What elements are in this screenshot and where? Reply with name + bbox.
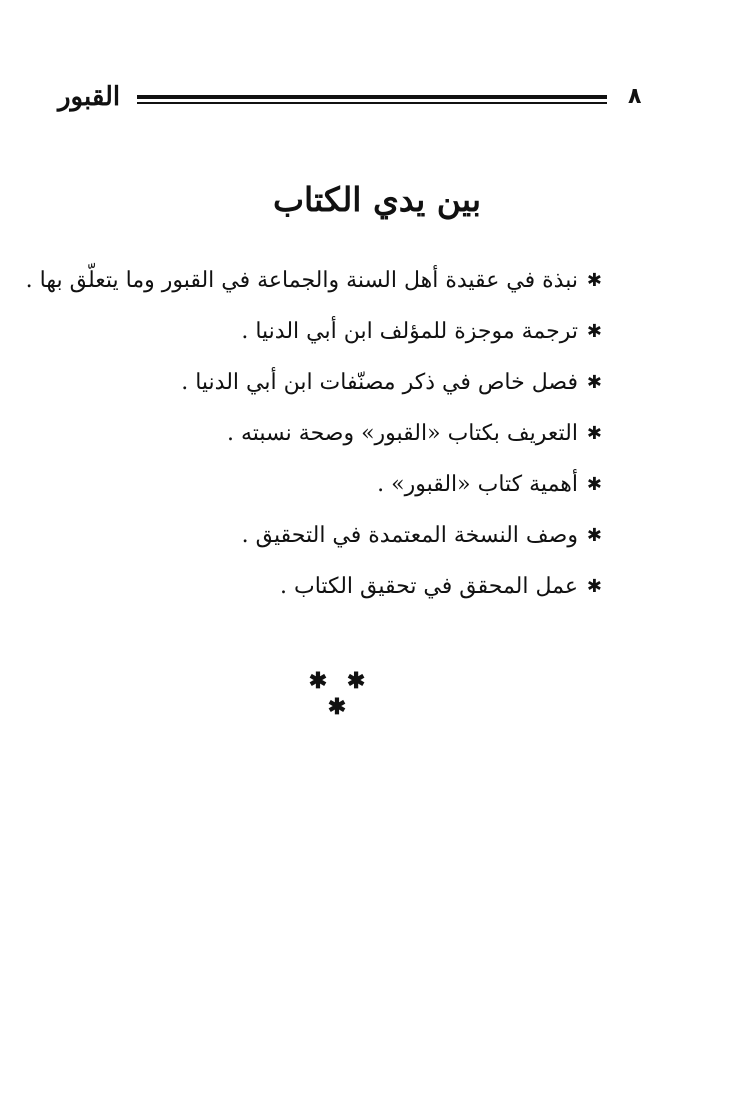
section-end-ornament: ✱ ✱ ✱ bbox=[308, 668, 372, 720]
list-item-text: وصف النسخة المعتمدة في التحقيق . bbox=[241, 522, 578, 548]
header-rule-thin bbox=[137, 102, 607, 104]
asterisk-icon: ✱ bbox=[586, 575, 602, 597]
list-item bbox=[82, 408, 602, 459]
list-item bbox=[25, 255, 602, 306]
asterisk-icon: ✱ bbox=[586, 422, 602, 444]
list-item bbox=[82, 459, 602, 510]
list-item-text: أهمية كتاب «القبور» . bbox=[377, 471, 578, 497]
asterisk-icon: ✱ bbox=[586, 320, 602, 342]
page-number: ٨ bbox=[628, 84, 642, 109]
asterisk-icon: ✱ bbox=[586, 524, 602, 546]
asterisk-icon: ✱ bbox=[586, 269, 602, 291]
list-item bbox=[82, 561, 602, 612]
header-rule-thick bbox=[137, 95, 607, 99]
asterisk-icon: ✱ bbox=[586, 473, 602, 495]
list-item-text: نبذة في عقيدة أهل السنة والجماعة في القبور وما يتعلّق بها . bbox=[25, 267, 578, 293]
list-item-text: فصل خاص في ذكر مصنّفات ابن أبي الدنيا . bbox=[181, 369, 578, 395]
contents-list bbox=[25, 255, 602, 612]
list-item-text: ترجمة موجزة للمؤلف ابن أبي الدنيا . bbox=[241, 318, 578, 344]
list-item-text: التعريف بكتاب «القبور» وصحة نسبته . bbox=[226, 420, 578, 446]
header-rule bbox=[137, 95, 607, 105]
asterisk-icon: ✱ bbox=[586, 371, 602, 393]
section-title: بين يدي الكتاب bbox=[272, 180, 482, 219]
list-item-text: عمل المحقق في تحقيق الكتاب . bbox=[280, 573, 578, 599]
running-title: القبور bbox=[58, 82, 121, 112]
list-item bbox=[82, 306, 602, 357]
list-item bbox=[82, 510, 602, 561]
list-item bbox=[82, 357, 602, 408]
